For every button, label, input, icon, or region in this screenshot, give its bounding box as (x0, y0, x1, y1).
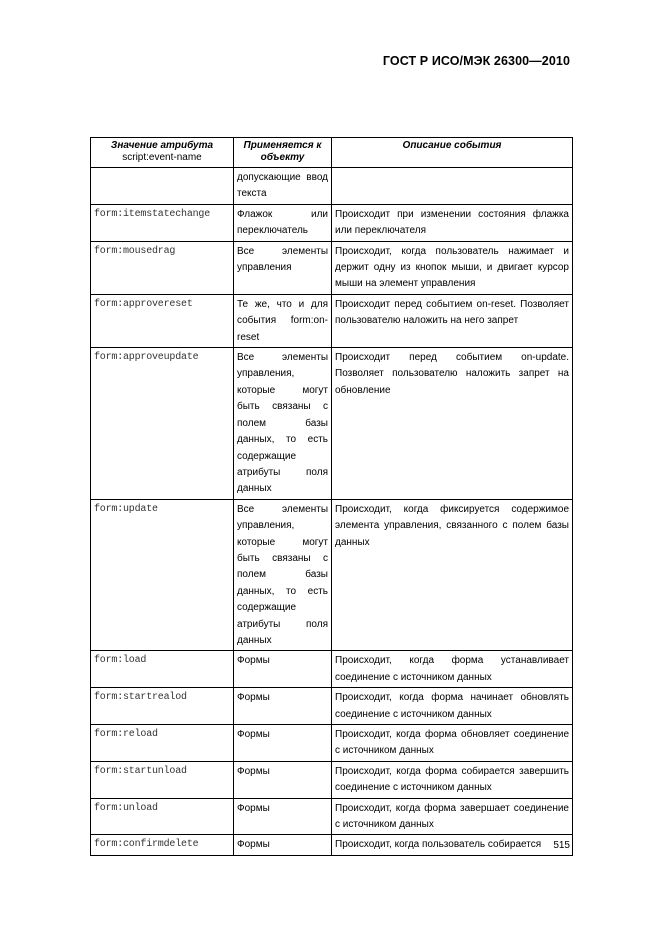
desc-column-title: Описание события (402, 140, 502, 151)
attr-cell: form:update (91, 499, 234, 651)
attr-cell: form:approvereset (91, 294, 234, 347)
table-row (91, 241, 573, 294)
desc-cell: Происходит, когда пользователь нажимает и держит одну из кнопок мыши, и двигает курсор мыши на элемент управления (332, 241, 573, 294)
desc-cell: Происходит, когда форма начинает обновлять соединение с источником данных (332, 688, 573, 725)
applies-cell: Формы (234, 761, 332, 798)
table-row (91, 688, 573, 725)
attr-cell: form:mousedrag (91, 241, 234, 294)
applies-cell: допускающие ввод текста (234, 168, 332, 205)
attr-cell: form:load (91, 651, 234, 688)
desc-cell: Происходит перед событием on-reset. Позволяет пользователю наложить на него запрет (332, 294, 573, 347)
table-header-row (91, 138, 573, 168)
applies-cell: Формы (234, 835, 332, 855)
desc-cell: Происходит при изменении состояния флажка или переключателя (332, 204, 573, 241)
page-number: 515 (553, 840, 570, 851)
attr-column-subtitle: script:event-name (122, 152, 202, 163)
applies-column-header (234, 138, 332, 168)
applies-cell: Формы (234, 651, 332, 688)
attr-cell: form:startunload (91, 761, 234, 798)
attr-cell: form:reload (91, 725, 234, 762)
table-row (91, 761, 573, 798)
events-table (90, 137, 573, 856)
desc-cell (332, 168, 573, 205)
document-header: ГОСТ Р ИСО/МЭК 26300—2010 (382, 54, 570, 68)
attr-cell: form:approveupdate (91, 348, 234, 500)
desc-cell: Происходит перед событием on-update. Позволяет пользователю наложить запрет на обновление (332, 348, 573, 500)
desc-cell: Происходит, когда форма обновляет соединение с источником данных (332, 725, 573, 762)
applies-cell: Формы (234, 688, 332, 725)
table-row (91, 725, 573, 762)
applies-cell: Все элементы управления, которые могут быть связаны с полем базы данных, то есть содержащие атрибуты поля данных (234, 499, 332, 651)
table-row (91, 798, 573, 835)
attr-column-header (91, 138, 234, 168)
applies-cell: Флажок или переключатель (234, 204, 332, 241)
applies-cell: Те же, что и для события form:on-reset (234, 294, 332, 347)
applies-cell: Все элементы управления, которые могут быть связаны с полем базы данных, то есть содержащие атрибуты поля данных (234, 348, 332, 500)
attr-cell: form:itemstatechange (91, 204, 234, 241)
attr-column-title: Значение атрибута (110, 140, 214, 151)
applies-cell: Все элементы управления (234, 241, 332, 294)
attr-cell: form:confirmdelete (91, 835, 234, 855)
table-row (91, 499, 573, 651)
applies-column-title: Применяется к объекту (243, 140, 322, 163)
desc-cell: Происходит, когда фиксируется содержимое элемента управления, связанного с полем базы данных (332, 499, 573, 651)
attr-cell: form:startrealod (91, 688, 234, 725)
desc-cell: Происходит, когда форма собирается завершить соединение с источником данных (332, 761, 573, 798)
desc-column-header (332, 138, 573, 168)
applies-cell: Формы (234, 725, 332, 762)
desc-cell: Происходит, когда форма устанавливает соединение с источником данных (332, 651, 573, 688)
desc-cell: Происходит, когда форма завершает соединение с источником данных (332, 798, 573, 835)
table-row (91, 168, 573, 205)
table-row (91, 204, 573, 241)
table-row (91, 835, 573, 855)
table-row (91, 651, 573, 688)
desc-cell: Происходит, когда пользователь собирается (332, 835, 573, 855)
attr-cell (91, 168, 234, 205)
applies-cell: Формы (234, 798, 332, 835)
table-row (91, 348, 573, 500)
table-row (91, 294, 573, 347)
attr-cell: form:unload (91, 798, 234, 835)
